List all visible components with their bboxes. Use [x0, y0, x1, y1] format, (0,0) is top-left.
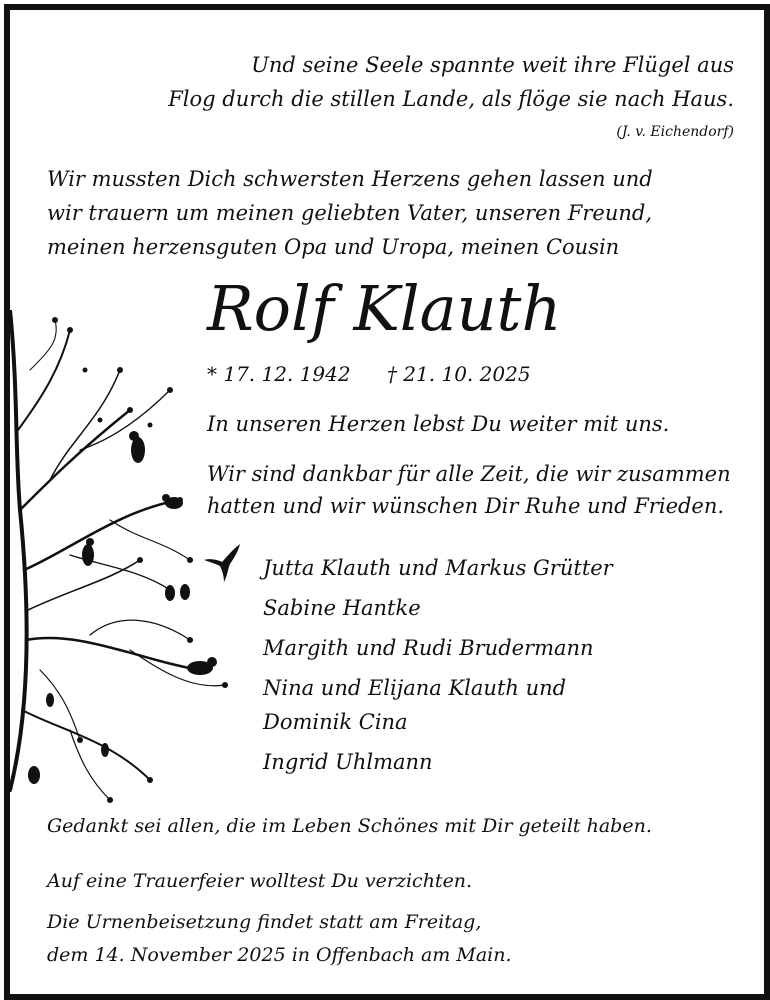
burial-line: dem 14. November 2025 in Offenbach am Main.	[47, 944, 512, 966]
mourner-entry	[263, 551, 613, 585]
mourner-line: Jutta Klauth und Markus Grütter	[263, 556, 613, 580]
mourner-line: Dominik Cina	[263, 710, 408, 734]
mourner-line: Sabine Hantke	[263, 596, 421, 620]
thanks-line: hatten und wir wünschen Dir Ruhe und Frieden.	[207, 494, 725, 518]
burial-line: Die Urnenbeisetzung findet statt am Freitag,	[47, 911, 482, 933]
death-date: † 21. 10. 2025	[386, 362, 531, 386]
heart-text: In unseren Herzen lebst Du weiter mit uns.	[207, 412, 670, 436]
deceased-name: Rolf Klauth	[207, 272, 562, 345]
poem	[168, 48, 734, 116]
birth-date: * 17. 12. 1942	[207, 362, 351, 386]
gratitude-text: Gedankt sei allen, die im Leben Schönes mit Dir geteilt haben.	[47, 815, 652, 837]
no-ceremony-text: Auf eine Trauerfeier wolltest Du verzichten.	[47, 870, 473, 892]
mourner-line: Nina und Elijana Klauth und	[263, 676, 567, 700]
intro-line: meinen herzensguten Opa und Uropa, meinen Cousin	[47, 235, 620, 259]
hummingbird-icon	[200, 540, 244, 584]
thanks-line: Wir sind dankbar für alle Zeit, die wir zusammen	[207, 462, 731, 486]
poem-line: Und seine Seele spannte weit ihre Flügel aus	[251, 53, 734, 77]
poem-line: Flog durch die stillen Lande, als flöge sie nach Haus.	[168, 87, 734, 111]
mourners-list	[263, 551, 613, 785]
thanks-text	[207, 458, 731, 522]
intro-line: wir trauern um meinen geliebten Vater, unseren Freund,	[47, 201, 652, 225]
mourner-entry	[263, 631, 613, 665]
mourner-line: Margith und Rudi Brudermann	[263, 636, 594, 660]
poem-source: (J. v. Eichendorf)	[616, 124, 734, 140]
mourner-entry	[263, 745, 613, 779]
intro-line: Wir mussten Dich schwersten Herzens gehen lassen und	[47, 167, 653, 191]
mourner-entry	[263, 591, 613, 625]
mourner-line: Ingrid Uhlmann	[263, 750, 433, 774]
mourner-entry	[263, 671, 613, 739]
life-dates	[207, 362, 561, 386]
notice-frame	[4, 4, 770, 1000]
burial-text	[47, 906, 512, 972]
intro-text	[47, 162, 653, 264]
